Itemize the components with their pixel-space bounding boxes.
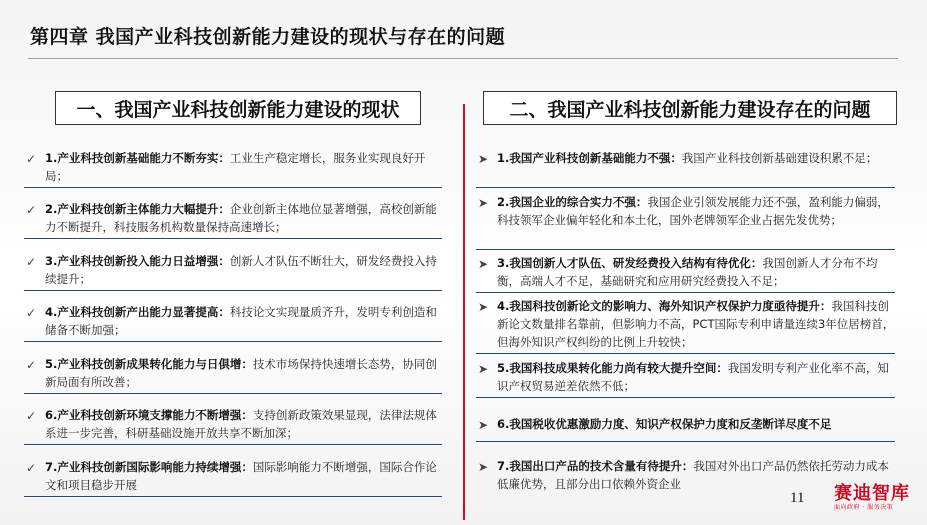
logo-name: 赛迪智库: [834, 483, 910, 504]
title-rule: [28, 58, 898, 59]
list-item: [24, 149, 442, 188]
item-text: 我国对外出口产品仍然依托劳动力成本低廉优势，且部分出口依赖外资企业: [497, 459, 889, 491]
item-title: 4.产业科技创新产出能力显著提高：: [45, 305, 230, 319]
arrow-right-icon: ➤: [478, 460, 489, 474]
left-list: [24, 149, 442, 497]
list-item: [476, 415, 895, 442]
item-text: 创新人才队伍不断壮大，研发经费投入持续提升；: [45, 254, 437, 286]
item-title: 6.产业科技创新环境支撑能力不断增强：: [45, 408, 253, 422]
list-item: [24, 406, 442, 445]
left-heading-box: [55, 91, 421, 125]
arrow-right-icon: ➤: [478, 418, 489, 432]
item-title: 7.产业科技创新国际影响能力持续增强：: [45, 460, 253, 474]
item-text: 企业创新主体地位显著增强，高校创新能力不断提升，科技服务机构数量保持高速增长；: [45, 202, 437, 234]
list-item: [24, 303, 442, 342]
item-text: 科技论文实现量质齐升，发明专利创造和储备不断加强；: [45, 305, 437, 337]
column-divider: [463, 104, 465, 520]
right-heading: 二、我国产业科技创新能力建设存在的问题: [509, 98, 871, 121]
list-item: [476, 149, 895, 188]
slide-title: 第四章 我国产业科技创新能力建设的现状与存在的问题: [30, 26, 506, 48]
arrow-right-icon: ➤: [478, 362, 489, 376]
check-mark-icon: ✓: [26, 255, 37, 269]
item-text: 技术市场保持快速增长态势，协同创新局面有所改善；: [45, 357, 437, 389]
item-title: 2.我国企业的综合实力不强：: [497, 195, 648, 209]
list-item: [24, 252, 442, 291]
item-title: 5.产业科技创新成果转化能力与日俱增：: [45, 357, 253, 371]
item-text: 我国科技创新论文数量排名靠前，但影响力不高，PCT国际专利申请量连续3年位居榜首，但海外知识产权纠纷的比例上升较快；: [497, 299, 895, 349]
check-mark-icon: ✓: [26, 306, 37, 320]
list-item: [476, 193, 895, 250]
list-item: [24, 355, 442, 394]
arrow-right-icon: ➤: [478, 300, 489, 314]
item-title: 1.我国产业科技创新基础能力不强：: [497, 151, 682, 165]
list-item: [24, 200, 442, 239]
item-text: 我国企业引领发展能力还不强，盈利能力偏弱，科技领军企业偏年轻化和本土化，国外老牌领军企业占据先发优势；: [497, 195, 889, 227]
right-heading-box: [483, 91, 897, 125]
item-text: 国际影响能力不断增强，国际合作论文和项目稳步开展: [45, 460, 437, 492]
item-text: 我国发明专利产业化率不高，知识产权贸易逆差依然不低；: [497, 361, 889, 393]
item-text: 工业生产稳定增长，服务业实现良好开局；: [45, 151, 426, 183]
list-item: [476, 297, 895, 354]
item-title: 3.产业科技创新投入能力日益增强：: [45, 254, 230, 268]
item-text: 支持创新政策效果显现，法律法规体系进一步完善，科研基础设施开放共享不断加深；: [45, 408, 437, 440]
arrow-right-icon: ➤: [478, 152, 489, 166]
list-item: [476, 457, 895, 495]
item-title: 3.我国创新人才队伍、研发经费投入结构有待优化：: [497, 256, 763, 270]
check-mark-icon: ✓: [26, 203, 37, 217]
list-item: [24, 458, 442, 497]
right-list: [476, 149, 895, 495]
logo-slogan: 面向政府 · 服务决策: [834, 504, 894, 511]
arrow-right-icon: ➤: [478, 257, 489, 271]
list-item: [476, 254, 895, 293]
page-number: 11: [790, 490, 805, 506]
item-title: 1.产业科技创新基础能力不断夯实：: [45, 151, 230, 165]
arrow-right-icon: ➤: [478, 196, 489, 210]
item-title: 6.我国税收优惠激励力度、知识产权保护力度和反垄断详尽度不足: [497, 417, 832, 431]
item-title: 5.我国科技成果转化能力尚有较大提升空间：: [497, 361, 728, 375]
check-mark-icon: ✓: [26, 358, 37, 372]
left-heading: 一、我国产业科技创新能力建设的现状: [76, 98, 400, 121]
brand-logo: [834, 484, 920, 512]
check-mark-icon: ✓: [26, 152, 37, 166]
check-mark-icon: ✓: [26, 409, 37, 423]
item-text: 我国产业科技创新基础建设积累不足；: [681, 151, 878, 165]
item-title: 4.我国科技创新论文的影响力、海外知识产权保护力度亟待提升：: [497, 299, 832, 313]
check-mark-icon: ✓: [26, 461, 37, 475]
item-title: 2.产业科技创新主体能力大幅提升：: [45, 202, 230, 216]
item-title: 7.我国出口产品的技术含量有待提升：: [497, 459, 694, 473]
list-item: [476, 359, 895, 398]
item-text: 我国创新人才分布不均衡，高端人才不足，基础研究和应用研究经费投入不足；: [497, 256, 878, 288]
